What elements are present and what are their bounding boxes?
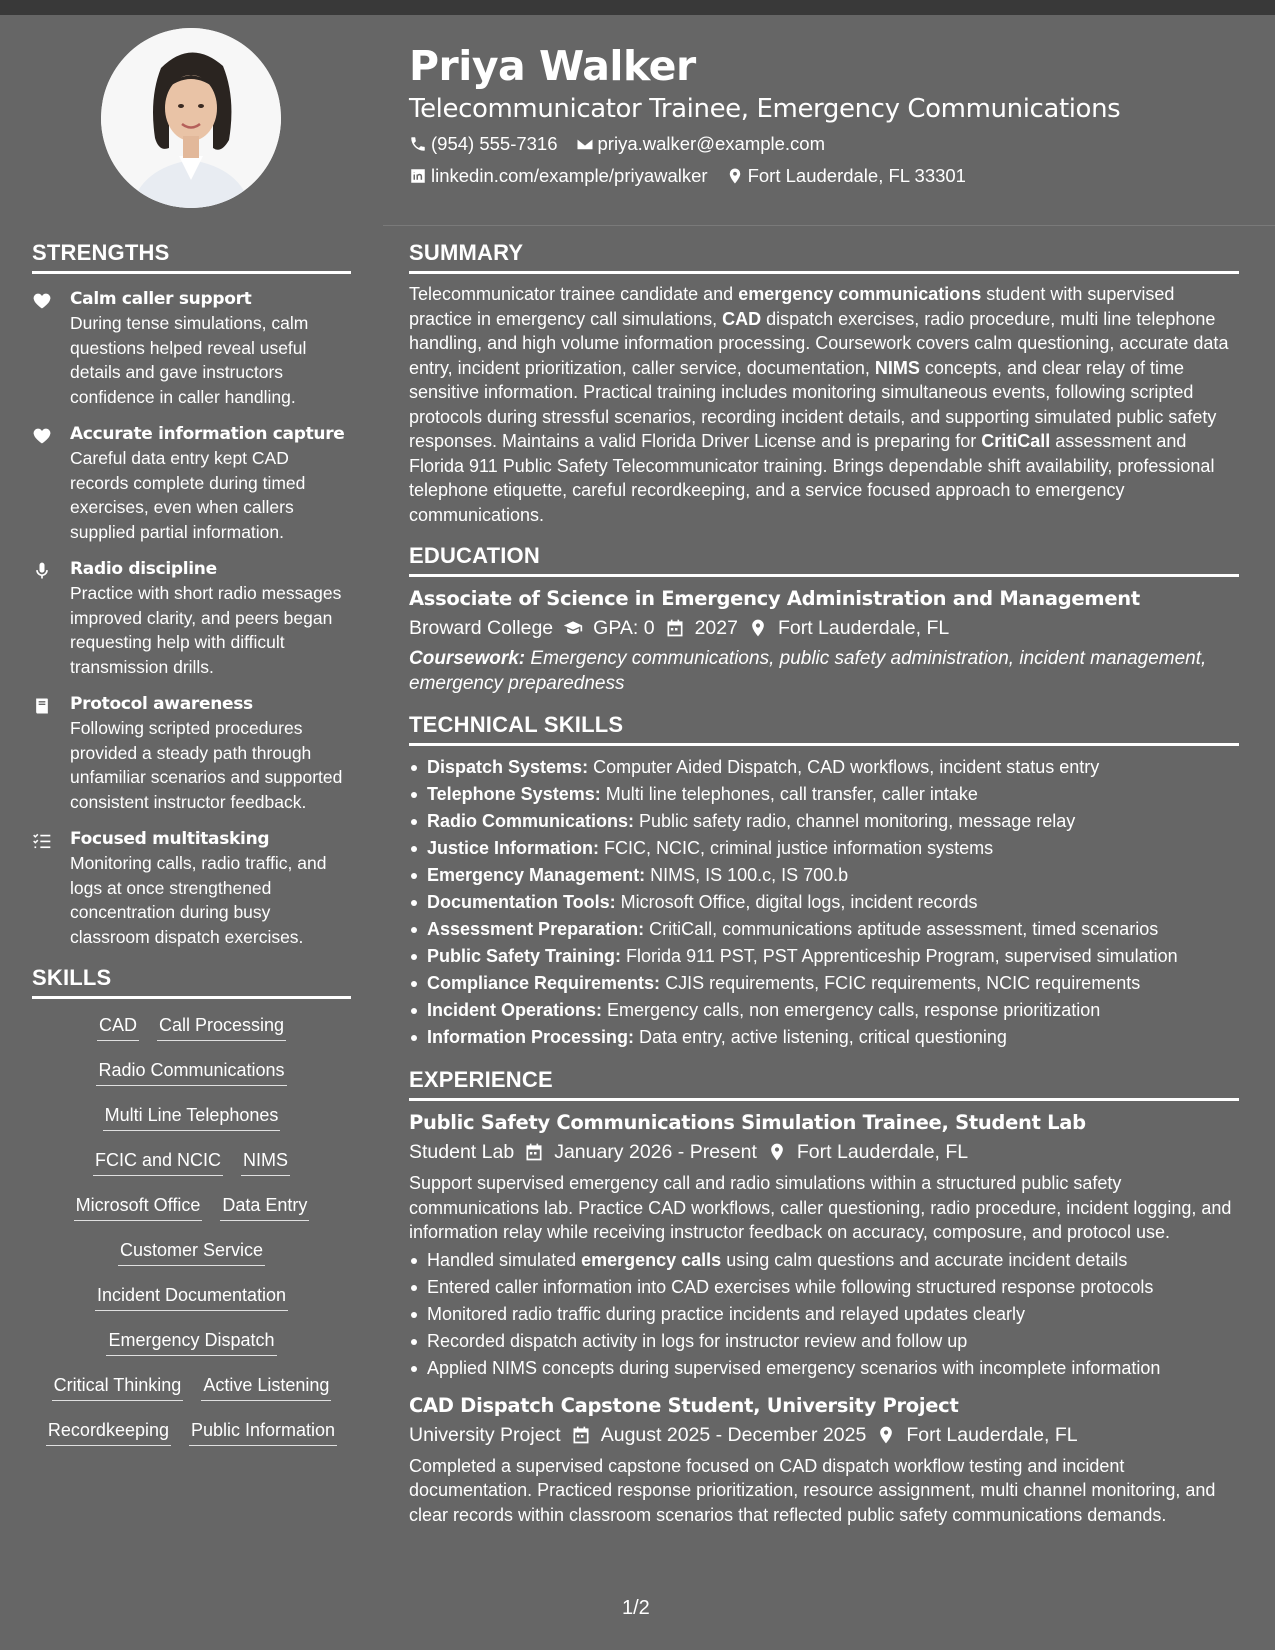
- technical-skills-heading: TECHNICAL SKILLS: [409, 712, 1239, 746]
- microphone-icon: [32, 561, 52, 581]
- job-description: Completed a supervised capstone focused on CAD dispatch workflow testing and incident documentation. Practiced response prioritization, resource assignment, multi channel monitoring, and clear records within classroom scenarios that reflected public safety communications demands.: [409, 1455, 1216, 1525]
- linkedin-icon: [409, 167, 427, 185]
- skills-tags: [32, 1013, 351, 1463]
- school-location: Fort Lauderdale, FL: [748, 613, 949, 643]
- map-pin-icon: [767, 1142, 787, 1162]
- strength-title: Accurate information capture: [70, 424, 345, 444]
- skill-row: [32, 1418, 351, 1463]
- skill-tag: Critical Thinking: [52, 1373, 184, 1401]
- list-item: Dispatch Systems: Computer Aided Dispatch, CAD workflows, incident status entry: [409, 754, 1239, 781]
- heart-icon: [32, 291, 52, 311]
- job-bullets: [409, 1247, 1239, 1382]
- location-text: Fort Lauderdale, FL 33301: [747, 165, 966, 186]
- coursework: Coursework: Emergency communications, public safety administration, incident management, emergency preparedness: [409, 648, 1207, 694]
- education-meta: [409, 613, 1239, 643]
- map-pin-icon: [876, 1425, 896, 1445]
- degree-title: Associate of Science in Emergency Administration and Management: [409, 587, 1140, 610]
- strength-desc: During tense simulations, calm questions helped reveal useful details and gave instructors confidence in caller handling.: [70, 313, 309, 407]
- job-meta: [409, 1137, 1239, 1167]
- skill-row: [32, 1103, 351, 1148]
- skill-tag: Customer Service: [118, 1238, 265, 1266]
- candidate-role: Telecommunicator Trainee, Emergency Communications: [409, 94, 1121, 124]
- strength-title: Radio discipline: [70, 559, 217, 579]
- location-contact: [726, 162, 966, 190]
- phone-icon: [409, 135, 427, 153]
- skill-tag: FCIC and NCIC: [93, 1148, 223, 1176]
- envelope-icon: [576, 135, 594, 153]
- job-meta: [409, 1420, 1239, 1450]
- linkedin-text: linkedin.com/example/priyawalker: [431, 165, 708, 186]
- right-column: [409, 240, 1239, 1527]
- skill-row: [32, 1373, 351, 1418]
- email-text: priya.walker@example.com: [597, 133, 826, 154]
- job-dates: January 2026 - Present: [524, 1137, 757, 1167]
- top-bar: [0, 0, 1275, 15]
- list-item: Assessment Preparation: CritiCall, communications aptitude assessment, timed scenarios: [409, 916, 1239, 943]
- skill-row: [32, 1013, 351, 1058]
- contact-row-2: [409, 162, 1239, 190]
- list-item: Emergency Management: NIMS, IS 100.c, IS 700.b: [409, 862, 1239, 889]
- heart-icon: [32, 426, 52, 446]
- strength-title: Focused multitasking: [70, 829, 270, 849]
- list-item: Entered caller information into CAD exercises while following structured response protocols: [409, 1274, 1239, 1301]
- list-item: Information Processing: Data entry, active listening, critical questioning: [409, 1024, 1239, 1051]
- skill-tag: Incident Documentation: [95, 1283, 288, 1311]
- job-org: University Project: [409, 1423, 561, 1446]
- map-pin-icon: [748, 618, 768, 638]
- skill-tag: Microsoft Office: [74, 1193, 203, 1221]
- summary-text: Telecommunicator trainee candidate and emergency communications student with supervised practice in emergency call simulations, CAD dispatch exercises, radio procedure, multi line telephone handling, and high volume information processing. Coursework covers calm questioning, accurate data entry, incident prioritization, caller service, documentation, NIMS concepts, and clear relay of time sensitive information. Practical training includes monitoring simultaneous events, following scripted protocols during stressful scenarios, recording incident details, and supporting simulated public safety responses. Maintains a valid Florida Driver License and is preparing for CritiCall assessment and Florida 911 Public Safety Telecommunicator training. Brings dependable shift availability, professional telephone etiquette, careful recordkeeping, and a service focused approach to emergency communications.: [409, 284, 1229, 525]
- header-divider: [383, 225, 1275, 226]
- skills-heading: SKILLS: [32, 965, 351, 999]
- strengths-list: [32, 288, 351, 949]
- phone-contact[interactable]: [409, 130, 558, 158]
- education-heading: EDUCATION: [409, 543, 1239, 577]
- technical-skills-list: [409, 754, 1239, 1051]
- skill-row: [32, 1283, 351, 1328]
- skill-row: [32, 1148, 351, 1193]
- list-item: Applied NIMS concepts during supervised emergency scenarios with incomplete information: [409, 1355, 1239, 1382]
- skill-row: [32, 1193, 351, 1238]
- strength-item: [32, 288, 351, 409]
- skill-tag: Radio Communications: [96, 1058, 286, 1086]
- page-number: 1/2: [622, 1597, 650, 1619]
- skill-tag: Call Processing: [157, 1013, 286, 1041]
- left-column: [32, 240, 351, 1463]
- school-name: Broward College: [409, 617, 554, 639]
- job-org: Student Lab: [409, 1141, 515, 1163]
- strengths-heading: STRENGTHS: [32, 240, 351, 274]
- summary-heading: SUMMARY: [409, 240, 1239, 274]
- strength-title: Protocol awareness: [70, 694, 253, 714]
- skill-tag: NIMS: [241, 1148, 290, 1176]
- skill-tag: CAD: [97, 1013, 139, 1041]
- skill-row: [32, 1238, 351, 1283]
- skill-tag: Emergency Dispatch: [106, 1328, 276, 1356]
- email-contact[interactable]: [576, 130, 826, 158]
- skill-tag: Recordkeeping: [46, 1418, 171, 1446]
- strength-desc: Monitoring calls, radio traffic, and logs at once strengthened concentration during busy classroom dispatch exercises.: [70, 853, 327, 947]
- profile-photo: [101, 28, 281, 208]
- list-item: Compliance Requirements: CJIS requirements, FCIC requirements, NCIC requirements: [409, 970, 1239, 997]
- experience-heading: EXPERIENCE: [409, 1067, 1239, 1101]
- job-location: Fort Lauderdale, FL: [767, 1137, 968, 1167]
- checklist-icon: [32, 831, 52, 851]
- strength-title: Calm caller support: [70, 289, 252, 309]
- list-item: Radio Communications: Public safety radio, channel monitoring, message relay: [409, 808, 1239, 835]
- strength-item: [32, 693, 351, 814]
- resume-header: [409, 40, 1239, 190]
- job-dates: August 2025 - December 2025: [571, 1420, 867, 1450]
- strength-item: [32, 558, 351, 679]
- job-title: CAD Dispatch Capstone Student, University Project: [409, 1393, 959, 1417]
- job-location: Fort Lauderdale, FL: [876, 1420, 1077, 1450]
- skill-row: [32, 1328, 351, 1373]
- strength-desc: Practice with short radio messages improved clarity, and peers began requesting help with difficult transmission drills.: [70, 583, 342, 677]
- strength-desc: Careful data entry kept CAD records complete during timed exercises, even when callers supplied partial information.: [70, 448, 306, 542]
- strength-item: [32, 828, 351, 949]
- calendar-icon: [524, 1142, 544, 1162]
- list-item: Justice Information: FCIC, NCIC, criminal justice information systems: [409, 835, 1239, 862]
- list-item: Public Safety Training: Florida 911 PST, PST Apprenticeship Program, supervised simulation: [409, 943, 1239, 970]
- strength-desc: Following scripted procedures provided a steady path through unfamiliar scenarios and supported consistent instructor feedback.: [70, 718, 343, 812]
- calendar-icon: [571, 1425, 591, 1445]
- portrait-image: [101, 28, 281, 208]
- map-pin-icon: [726, 167, 744, 185]
- skill-tag: Active Listening: [201, 1373, 331, 1401]
- list-item: Recorded dispatch activity in logs for instructor review and follow up: [409, 1328, 1239, 1355]
- skill-tag: Multi Line Telephones: [103, 1103, 281, 1131]
- job-title: Public Safety Communications Simulation Trainee, Student Lab: [409, 1111, 1086, 1134]
- candidate-name: Priya Walker: [409, 42, 696, 90]
- calendar-icon: [665, 618, 685, 638]
- skill-tag: Public Information: [189, 1418, 337, 1446]
- list-item: Incident Operations: Emergency calls, non emergency calls, response prioritization: [409, 997, 1239, 1024]
- linkedin-contact[interactable]: [409, 162, 708, 190]
- contact-row-1: [409, 130, 1239, 158]
- list-item: Handled simulated emergency calls using calm questions and accurate incident details: [409, 1247, 1239, 1274]
- skill-tag: Data Entry: [220, 1193, 309, 1221]
- list-item: Documentation Tools: Microsoft Office, digital logs, incident records: [409, 889, 1239, 916]
- grad-year: 2027: [665, 613, 738, 643]
- strength-item: [32, 423, 351, 544]
- phone-text: (954) 555-7316: [431, 133, 558, 154]
- list-item: Monitored radio traffic during practice incidents and relayed updates clearly: [409, 1301, 1239, 1328]
- job-description: Support supervised emergency call and radio simulations within a structured public safety communications lab. Practice CAD workflows, caller questioning, radio procedure, incident logging, and information relay while receiving instructor feedback on accuracy, composure, and protocol use.: [409, 1173, 1232, 1242]
- graduation-cap-icon: [563, 618, 583, 638]
- list-item: Telephone Systems: Multi line telephones, call transfer, caller intake: [409, 781, 1239, 808]
- book-icon: [32, 696, 52, 716]
- gpa: GPA: 0: [563, 613, 654, 643]
- skill-row: [32, 1058, 351, 1103]
